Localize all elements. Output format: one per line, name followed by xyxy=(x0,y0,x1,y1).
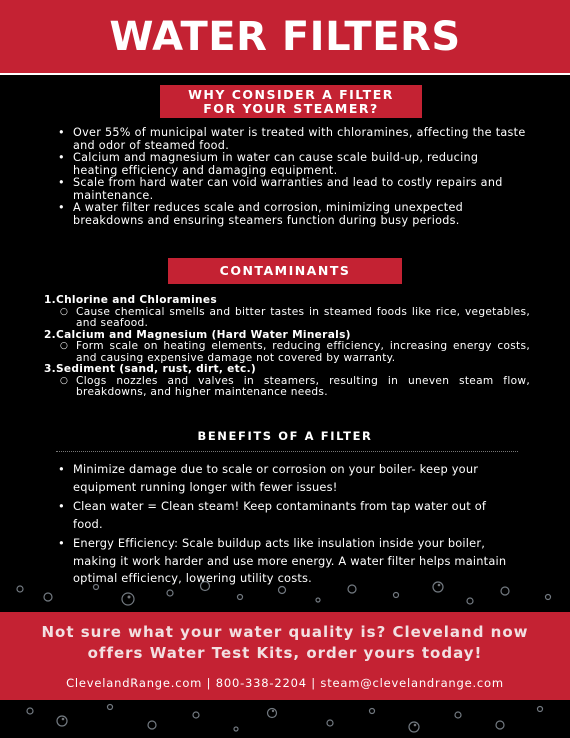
footer-banner xyxy=(0,612,570,700)
test-kit-callout xyxy=(0,622,570,664)
section-divider xyxy=(56,451,518,452)
benefit-bullet: • Minimize damage due to scale or corrosion on your boiler- keep your equipment running longer with fewer issues! xyxy=(56,461,516,496)
benefit-bullet: • Clean water = Clean steam! Keep contaminants from tap water out of food. xyxy=(56,498,516,533)
why-bullet: • Over 55% of municipal water is treated with chloramines, affecting the taste and odor of steamed food. xyxy=(56,127,526,152)
why-bullet: • A water filter reduces scale and corrosion, minimizing unexpected breakdowns and ensuring steamers function during busy periods. xyxy=(56,202,526,227)
why-bullet: • Scale from hard water can void warranties and lead to costly repairs and maintenance. xyxy=(56,177,526,202)
why-bullet: • Calcium and magnesium in water can cause scale build-up, reducing heating efficiency and damaging equipment. xyxy=(56,152,526,177)
page-title: WATER FILTERS xyxy=(109,13,461,60)
why-heading-line2: FOR YOUR STEAMER? xyxy=(203,100,379,116)
contaminant-detail: ○ Cause chemical smells and bitter tastes in steamed foods like rice, vegetables, and seafood. xyxy=(44,307,530,330)
contaminants-heading-box xyxy=(168,258,402,284)
contaminant-title: 1.Chlorine and Chloramines xyxy=(44,294,217,306)
benefits-bullet-list xyxy=(56,461,516,590)
why-heading-line1: WHY CONSIDER A FILTER xyxy=(188,86,394,102)
title-banner xyxy=(0,0,570,75)
cta-line1: Not sure what your water quality is? Cleveland now xyxy=(41,623,529,641)
contact-info: ClevelandRange.com | 800-338-2204 | steam@clevelandrange.com xyxy=(66,676,504,690)
benefits-heading: BENEFITS OF A FILTER xyxy=(197,429,373,443)
cta-line2: offers Water Test Kits, order yours today! xyxy=(87,644,483,662)
contaminant-item xyxy=(44,330,530,365)
contaminant-title: 2.Calcium and Magnesium (Hard Water Minerals) xyxy=(44,328,351,341)
contaminants-heading: CONTAMINANTS xyxy=(219,263,351,278)
contaminant-title: 3.Sediment (sand, rust, dirt, etc.) xyxy=(44,363,257,375)
contaminants-list xyxy=(44,295,530,399)
contaminant-item xyxy=(44,295,530,330)
why-bullet-list xyxy=(56,127,526,227)
contaminant-detail: ○ Clogs nozzles and valves in steamers, resulting in uneven steam flow, breakdowns, and higher maintenance needs. xyxy=(44,376,530,399)
contaminant-item xyxy=(44,364,530,399)
contaminant-detail: ○ Form scale on heating elements, reducing efficiency, increasing energy costs, and causing expensive damage not covered by warranty. xyxy=(44,341,530,364)
why-heading-box xyxy=(160,85,422,118)
benefit-bullet: • Energy Efficiency: Scale buildup acts like insulation inside your boiler, making it work harder and use more energy. A water filter helps maintain optimal efficiency, lowering utility costs. xyxy=(56,535,516,588)
